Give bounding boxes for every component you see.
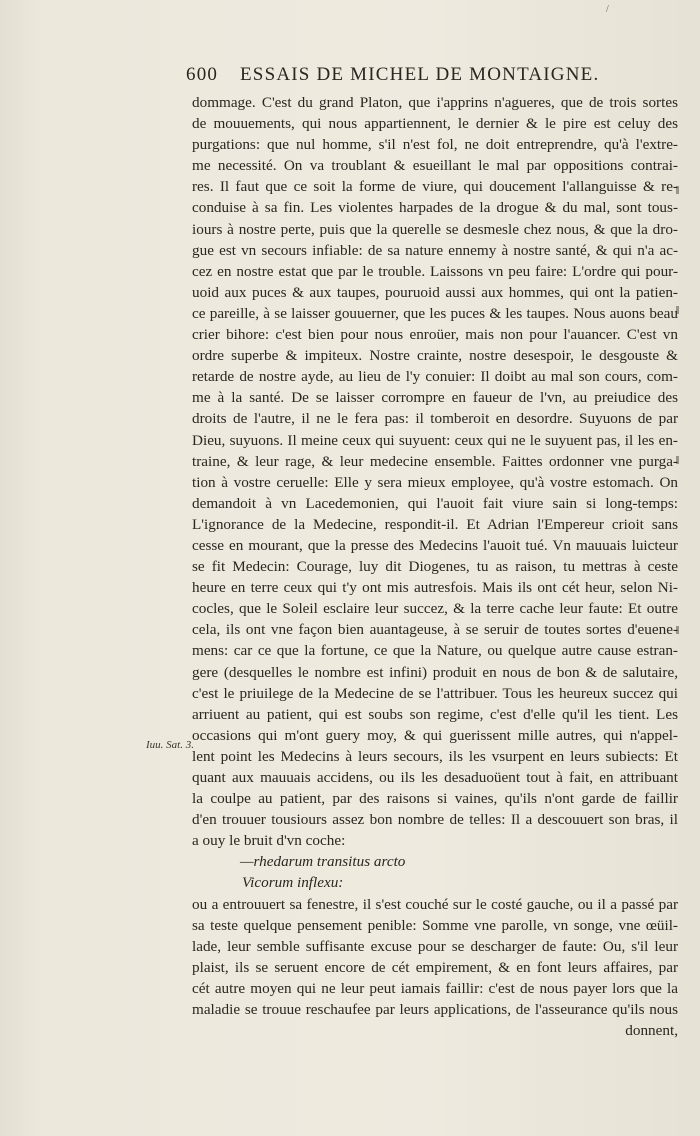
text-line: plaist, ils se seruent encore de cét empirement, & en font leurs affaires, par [192,958,678,976]
text-line: traine, & leur rage, & leur medecine ensemble. Faittes ordonner vne purga- [192,452,678,470]
text-line: retarde de nostre ayde, au lieu de l'y conuier: Il doibt au mal son cours, com- [192,368,678,386]
text-line: ordre superbe & impiteux. Nostre crainte, nostre desespoir, le desgouste & [192,347,678,365]
text-line: uoid aux puces & aux taupes, pouruoid aussi aux hommes, qui ont la patien- [192,283,678,301]
text-line: se fit Medecin: Courage, luy dit Diogenes, tu as raison, tu mettras à ceste [192,558,678,576]
text-line: a ouy le bruit d'vn coche: [192,832,346,850]
text-line: purgations: que nul homme, s'il n'est fol, ne doit entreprendre, qu'à l'extre- [192,136,678,154]
text-line: dommage. C'est du grand Platon, que i'apprins n'agueres, que de trois sortes [192,94,678,111]
text-line: heure en terre ceux qui t'y ont mis autresfois. Mais ils ont cét heur, selon Ni- [192,579,678,597]
text-line: mens: car ce que la fortune, ce que la Nature, ou quelque autre cause estran- [192,642,678,660]
text-line: la coulpe au patient, par des raisons si vaines, qu'ils n'ont garde de faillir [192,790,678,808]
corner-mark: / [606,4,609,15]
text-line: ce pareille, à se laisser gouuerner, que les puces & les taupes. Nous auons beau [192,304,678,322]
text-line: me à la santé. De se laisser corrompre en faueur de l'vn, au preiudice des [192,389,678,407]
text-line: iours à nostre perte, puis que la querelle se desmesle chez nous, & que la dro- [192,220,678,238]
text-line: occasions qui m'ont guery moy, & qui guerissent mille autres, qui n'appel- [192,726,678,744]
text-line: droits de l'autre, il ne le fera pas: il tomberoit en desordre. Suyuons de par [192,410,678,428]
text-line: me necessité. On va troublant & esueillant le mal par oppositions contrai- [192,157,678,175]
margin-note: Iuu. Sat. 3. [146,739,194,751]
text-line: lent point les Medecins à leurs secours, ils les vsurpent en leurs subiects: Et [192,747,678,765]
text-line: cét autre moyen qui ne leur peut iamais faillir: c'est de nous payer lors que la [192,979,678,997]
text-line: arriuent au patient, qui est soubs son regime, c'est d'elle qu'il les tient. Les [192,705,678,723]
text-line: c'est le priuilege de la Medecine de se l'attribuer. Tous les heureux succez qui [192,684,678,702]
text-line: d'en trouuer tousiours assez bon nombre de telles: Il a descouuert son bras, il [192,811,678,829]
text-line: ou a entrouuert sa fenestre, il s'est couché sur le costé gauche, ou il a passé par [192,895,678,913]
text-line: gere (desquelles le nombre est infini) produit en nous de bon & de salutaire, [192,663,678,681]
text-line: Dieu, suyuons. Il meine ceux qui suyuent: ceux qui ne le suyuent pas, il les en- [192,431,678,449]
text-line: crier bihore: c'est bien pour nous enroüer, mais non pour l'auancer. C'est vn [192,326,678,344]
text-line: L'ignorance de la Medecine, respondit-il. Et Adrian l'Empereur crioit sans [192,515,678,533]
catchword: donnent, [625,1022,678,1040]
text-line: de mouuements, qui nous appartiennent, le dernier & le pire est celuy des [192,115,678,133]
text-line: maladie se trouue reschaufee par leurs applications, de l'asseurance qu'ils nous [192,1001,678,1019]
text-line: conduise à sa fin. Les violentes harpades de la drogue & du mal, sont tous- [192,199,678,217]
verse-line: Vicorum inflexu: [242,874,344,892]
text-line: tion à vostre ceruelle: Elle y sera mieux employee, qu'à vostre estomach. On [192,473,678,491]
text-line: cocles, que le Soleil esclaire leur succez, & la terre cache leur faute: Et outre [192,600,678,618]
running-header [186,64,626,88]
text-line: gue est vn secours infiable: de sa nature ennemy à nostre santé, & qui n'a ac- [192,241,678,259]
page-number: 600 [186,64,219,85]
verse-line: —rhedarum transitus arcto [240,853,406,871]
text-line: cez en nostre estat que par le trouble. Laissons vn peu faire: L'ordre qui pour- [192,262,678,280]
text-line: lade, leur semble suffisante excuse pour se descharger de faute: Ou, s'il leur [192,937,678,955]
text-line: cesse en mourant, que la presse des Medecins l'auoit tué. Vn mauuais luicteur [192,536,678,554]
text-line: demandoit à vn Lacedemonien, qui l'auoit fait viure sain si long-temps: [192,494,678,512]
running-title: ESSAIS DE MICHEL DE MONTAIGNE. [240,64,600,85]
text-line: res. Il faut que ce soit la forme de viure, qui doucement l'allanguisse & re- [192,178,678,196]
body-text [192,92,678,1041]
text-line: cela, ils ont vne façon bien auantageuse, à se seruir de toutes sortes d'euene- [192,621,678,639]
text-line: sa teste quelque pensement penible: Somme vne parolle, vn songe, vne œüil- [192,916,678,934]
text-line: quant aux mauuais accidens, ou ils les desaduoüent tout à fait, en attribuant [192,769,678,786]
